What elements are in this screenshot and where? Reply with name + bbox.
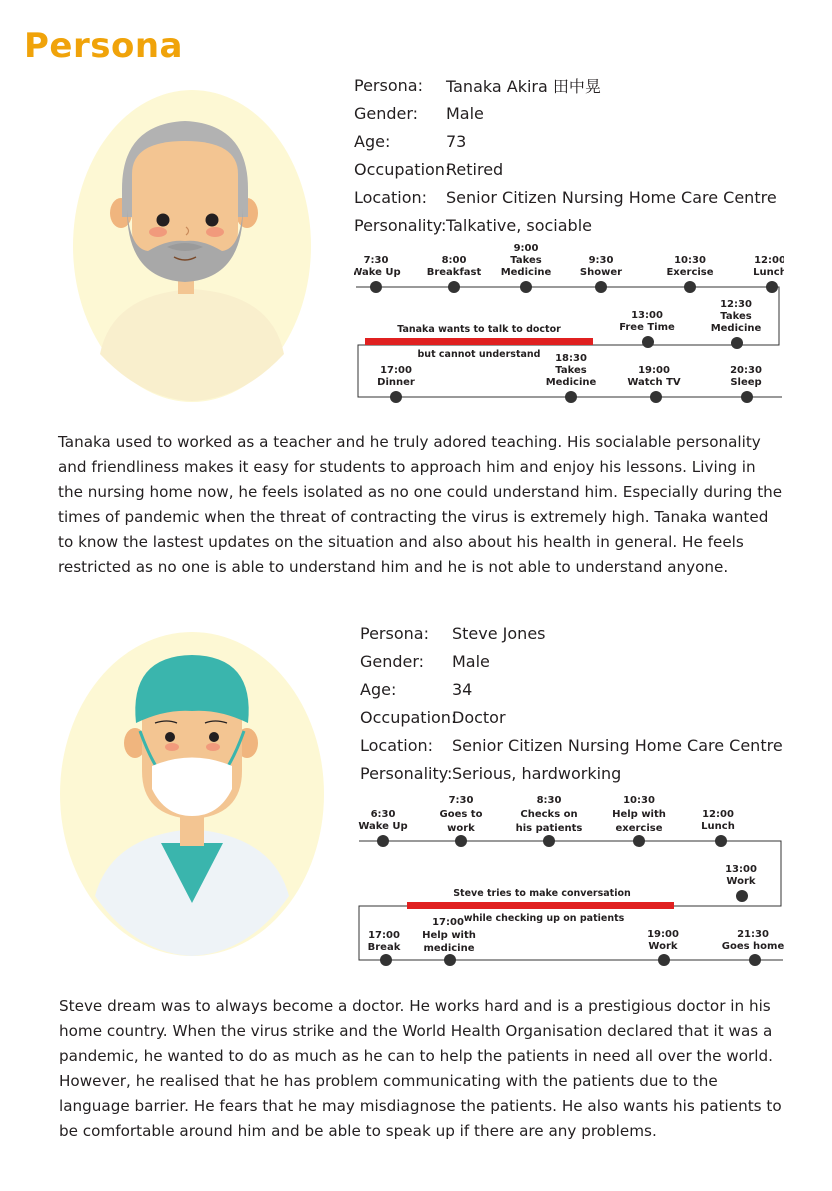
info-row-persona	[354, 71, 777, 99]
persona-2-daily-timeline	[357, 792, 787, 967]
field-value: Doctor	[452, 707, 506, 727]
event-dot	[448, 281, 460, 293]
event-time: 10:30	[623, 795, 655, 806]
field-value: Male	[452, 651, 490, 671]
event-label: exercise	[615, 823, 663, 834]
event-dot	[370, 281, 382, 293]
event-label: his patients	[515, 823, 583, 834]
event-label: Free Time	[619, 322, 675, 333]
event-time: 12:00	[702, 809, 734, 820]
timeline-note: Steve tries to make conversation	[453, 888, 631, 899]
timeline-event	[440, 795, 483, 847]
field-label: Personality:	[360, 763, 453, 783]
field-value: Senior Citizen Nursing Home Care Centre	[452, 735, 783, 755]
event-label: Shower	[579, 267, 623, 278]
event-label: Sleep	[730, 377, 762, 388]
info-row-gender	[360, 647, 783, 675]
info-row-location	[354, 183, 777, 211]
field-label: Location:	[360, 735, 434, 755]
event-time: 17:00	[432, 917, 464, 928]
event-dot	[741, 391, 753, 403]
field-label: Occupation:	[360, 707, 457, 727]
field-value: 73	[446, 131, 467, 151]
field-label: Gender:	[354, 103, 419, 123]
timeline-event	[612, 795, 666, 847]
event-label: Wake Up	[354, 267, 401, 278]
event-label: Lunch	[701, 821, 735, 832]
event-time: 7:30	[448, 795, 474, 806]
event-label: Checks on	[520, 809, 578, 820]
field-value: Serious, hardworking	[452, 763, 622, 783]
event-time: 12:30	[720, 299, 752, 310]
event-time: 17:00	[380, 365, 412, 376]
event-label: Takes	[555, 365, 587, 376]
event-label: Help with	[422, 930, 476, 941]
event-label: Breakfast	[426, 267, 482, 278]
event-label: Exercise	[666, 267, 714, 278]
event-label: Work	[726, 876, 756, 887]
event-time: 13:00	[631, 310, 663, 321]
field-value: 34	[452, 679, 473, 699]
event-dot	[595, 281, 607, 293]
field-value: Tanaka Akira 田中晃	[446, 76, 601, 96]
field-label: Age:	[354, 131, 391, 151]
persona-2-info	[360, 619, 783, 787]
timeline-event	[501, 243, 552, 293]
event-label: Goes to	[439, 809, 483, 820]
doctor-avatar	[59, 631, 325, 958]
persona-2-description: Steve dream was to always become a doctor. He works hard and is a prestigious doctor in his home country. When the virus strike and the World Health Organisation declared that it was a pandemic, he wanted to do as much as he can to help the patients in need all over the world. However, he realised that he has problem communicating with the patients due to the language barrier. He fears that he may misdiagnose the patients. He also wants his patients to be comfortable around him and be able to speak up if there are any problems.	[59, 997, 782, 1140]
timeline-note: but cannot understand	[417, 349, 541, 360]
timeline-event	[619, 310, 675, 348]
event-time: 21:30	[737, 929, 769, 940]
info-row-gender	[354, 99, 777, 127]
event-time: 12:00	[754, 255, 784, 266]
event-label: Work	[648, 941, 678, 952]
info-row-personality	[354, 211, 777, 239]
timeline-note: while checking up on patients	[463, 913, 625, 924]
info-row-persona	[360, 619, 783, 647]
info-row-age	[360, 675, 783, 703]
event-dot	[565, 391, 577, 403]
event-time: 18:30	[555, 353, 587, 364]
event-label: work	[447, 823, 475, 834]
event-dot	[444, 954, 456, 966]
event-label: Break	[367, 942, 401, 953]
event-label: Takes	[720, 311, 752, 322]
event-label: Medicine	[545, 377, 597, 388]
field-value: Senior Citizen Nursing Home Care Centre	[446, 187, 777, 207]
persona-1-description: Tanaka used to worked as a teacher and he truly adored teaching. His socialable personality and friendliness makes it easy for students to approach him and enjoy his lessons. Living in the nursing home now, he feels isolated as no one could understand him. Especially during the times of pandemic when the threat of contracting the virus is extremely high. Tanaka wanted to know the lastest updates on the situation and also about his health in general. He feels restricted as no one is able to understand him and he is not able to understand anyone.	[58, 433, 783, 576]
info-row-location	[360, 731, 783, 759]
event-time: 6:30	[370, 809, 396, 820]
event-dot	[766, 281, 778, 293]
event-dot	[684, 281, 696, 293]
timeline-event	[711, 299, 762, 349]
event-time: 9:00	[513, 243, 539, 254]
event-dot	[642, 336, 654, 348]
field-value: Male	[446, 103, 484, 123]
event-dot	[633, 835, 645, 847]
event-dot	[380, 954, 392, 966]
field-label: Persona:	[360, 623, 429, 643]
event-dot	[715, 835, 727, 847]
field-label: Age:	[360, 679, 397, 699]
event-label: Medicine	[710, 323, 762, 334]
field-label: Personality:	[354, 215, 447, 235]
event-dot	[736, 890, 748, 902]
timeline-event	[368, 930, 401, 966]
event-time: 13:00	[725, 864, 757, 875]
event-dot	[455, 835, 467, 847]
event-dot	[520, 281, 532, 293]
event-time: 19:00	[647, 929, 679, 940]
field-label: Gender:	[360, 651, 425, 671]
event-label: Lunch	[753, 267, 784, 278]
event-label: Help with	[612, 809, 666, 820]
event-time: 9:30	[588, 255, 614, 266]
persona-1-daily-timeline	[354, 240, 784, 405]
info-row-personality	[360, 759, 783, 787]
field-label: Location:	[354, 187, 428, 207]
event-label: Dinner	[377, 377, 415, 388]
persona-1-info	[354, 71, 777, 239]
event-dot	[749, 954, 761, 966]
event-label: Medicine	[500, 267, 552, 278]
field-value: Steve Jones	[452, 623, 546, 643]
highlight-bar	[407, 902, 674, 909]
event-time: 19:00	[638, 365, 670, 376]
info-row-occupation	[354, 155, 777, 183]
event-label: Watch TV	[627, 377, 681, 388]
field-label: Persona:	[354, 75, 423, 95]
event-time: 10:30	[674, 255, 706, 266]
info-row-age	[354, 127, 777, 155]
page-title: Persona	[24, 26, 183, 66]
info-row-occupation	[360, 703, 783, 731]
event-label: medicine	[423, 943, 475, 954]
event-dot	[731, 337, 743, 349]
field-value: Talkative, sociable	[446, 215, 592, 235]
timeline-event	[546, 353, 597, 403]
event-dot	[658, 954, 670, 966]
event-time: 8:30	[536, 795, 562, 806]
event-time: 8:00	[441, 255, 467, 266]
timeline-event	[725, 864, 757, 902]
event-time: 17:00	[368, 930, 400, 941]
event-label: Takes	[510, 255, 542, 266]
highlight-bar	[365, 338, 593, 345]
event-time: 20:30	[730, 365, 762, 376]
elderly-man-avatar	[72, 89, 312, 403]
timeline-note: Tanaka wants to talk to doctor	[397, 324, 561, 335]
event-dot	[390, 391, 402, 403]
event-dot	[377, 835, 389, 847]
timeline-event	[422, 917, 476, 966]
timeline-event	[516, 795, 583, 847]
event-dot	[650, 391, 662, 403]
event-label: Wake Up	[358, 821, 408, 832]
event-dot	[543, 835, 555, 847]
field-value: Retired	[446, 159, 504, 179]
event-time: 7:30	[363, 255, 389, 266]
field-label: Occupation:	[354, 159, 451, 179]
event-label: Goes home	[721, 941, 785, 952]
